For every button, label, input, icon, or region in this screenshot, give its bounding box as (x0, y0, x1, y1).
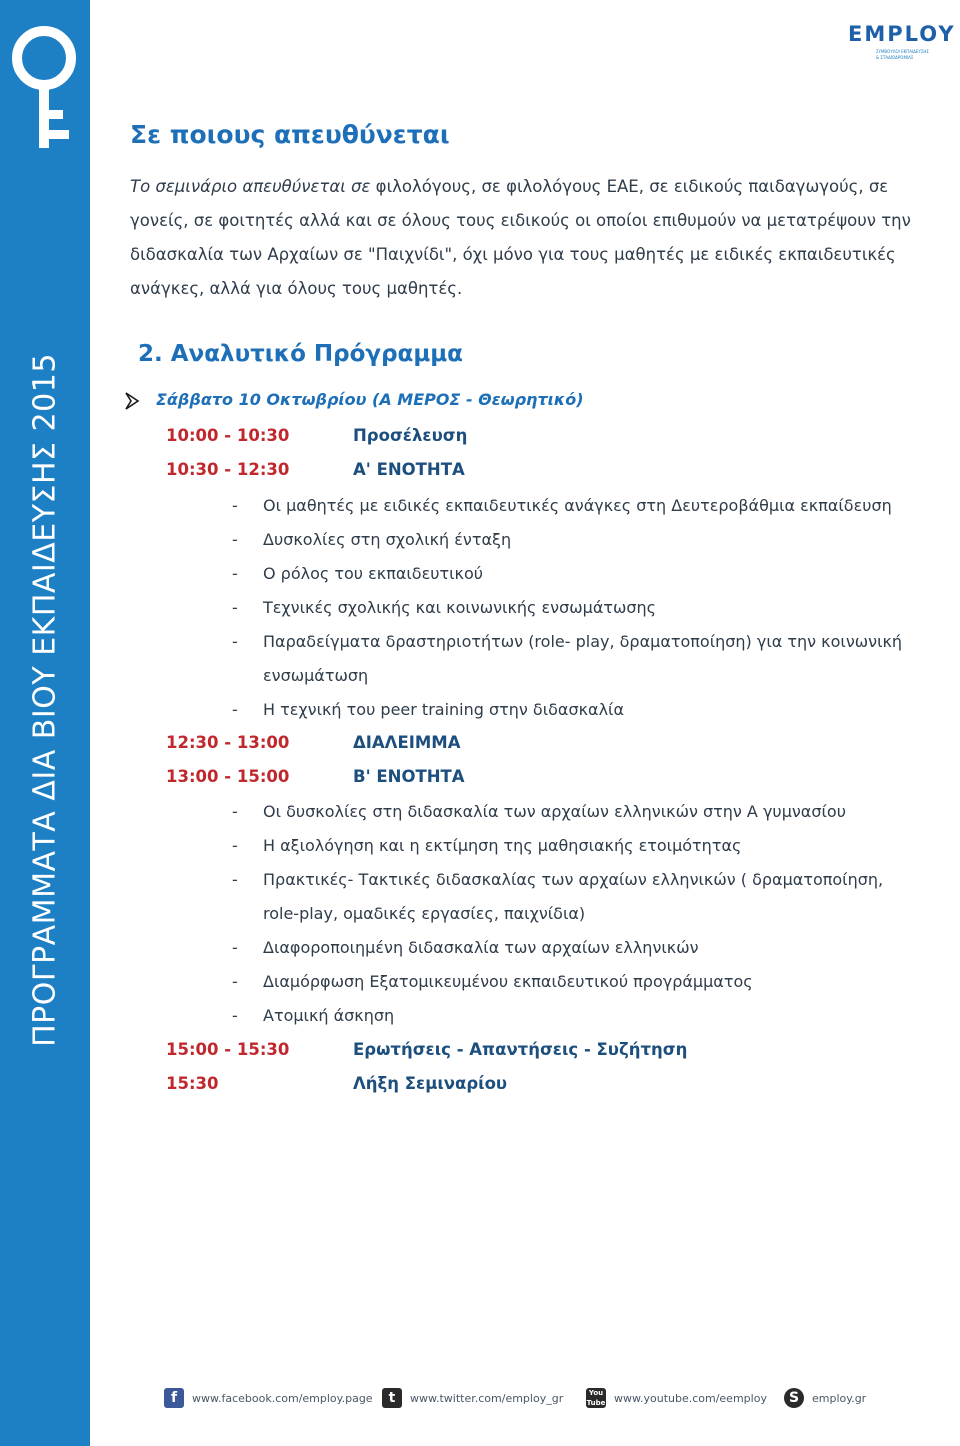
schedule-label: Ερωτήσεις - Απαντήσεις - Συζήτηση (353, 1040, 688, 1059)
arrow-bullet-icon (124, 390, 142, 412)
bullet-dash: - (232, 564, 238, 583)
schedule-time: 13:00 - 15:00 (166, 767, 290, 786)
schedule-label: Β' ΕΝΟΤΗΤΑ (353, 767, 465, 786)
list-item-text: Διαφοροποιημένη διδασκαλία των αρχαίων ελληνικών (263, 938, 699, 957)
list-item-text: Η τεχνική του peer training στην διδασκαλία (263, 700, 625, 719)
bullet-dash: - (232, 496, 238, 515)
list-item-text: Παραδείγματα δραστηριοτήτων (role- play, δραματοποίηση) για την κοινωνική (263, 632, 903, 651)
schedule-label: Λήξη Σεμιναρίου (353, 1074, 508, 1093)
youtube-link[interactable]: www.youtube.com/eemploy (614, 1392, 767, 1405)
key-icon (8, 22, 80, 152)
employ-logo (848, 22, 958, 72)
bullet-dash: - (232, 530, 238, 549)
schedule-time: 10:30 - 12:30 (166, 460, 290, 479)
facebook-icon: f (164, 1388, 184, 1408)
section-title-audience: Σε ποιους απευθύνεται (130, 120, 450, 149)
bullet-dash: - (232, 802, 238, 821)
schedule-time: 10:00 - 10:30 (166, 426, 290, 445)
bullet-dash: - (232, 836, 238, 855)
schedule-time: 15:00 - 15:30 (166, 1040, 290, 1059)
logo-subtitle-2: & ΣΤΑΔΙΟΔΡΟΜΙΑΣ (876, 55, 914, 60)
schedule-time: 15:30 (166, 1074, 219, 1093)
schedule-label: Α' ΕΝΟΤΗΤΑ (353, 460, 465, 479)
list-item-text: Η αξιολόγηση και η εκτίμηση της μαθησιακής ετοιμότητας (263, 836, 742, 855)
list-item-text: Διαμόρφωση Εξατομικευμένου εκπαιδευτικού προγράμματος (263, 972, 753, 991)
list-item-text: role-play, ομαδικές εργασίες, παιχνίδια) (263, 904, 586, 923)
list-item-text: Ο ρόλος του εκπαιδευτικού (263, 564, 484, 583)
intro-italic: Το σεμινάριο απευθύνεται σε (130, 177, 371, 196)
website-link[interactable]: employ.gr (812, 1392, 867, 1405)
list-item-text: Πρακτικές- Τακτικές διδασκαλίας των αρχαίων ελληνικών ( δραματοποίηση, (263, 870, 884, 889)
list-item-text: Τεχνικές σχολικής και κοινωνικής ενσωμάτωσης (263, 598, 657, 617)
schedule-time: 12:30 - 13:00 (166, 733, 290, 752)
list-item-text: Δυσκολίες στη σχολική ένταξη (263, 530, 512, 549)
intro-text: φιλολόγους, σε φιλολόγους ΕΑΕ, σε ειδικούς παιδαγωγούς, σε γονείς, σε φοιτητές αλλά και σε όλους τους ειδικούς οι οποίοι επιθυμούν να μετατρέψουν την διδασκαλία των Αρχαίων σε "Παιχνίδι", όχι μόνο για τους μαθητές με ειδικές εκπαιδευτικές ανάγκες, αλλά για όλους τους μαθητές. (130, 177, 911, 298)
bullet-dash: - (232, 972, 238, 991)
web-icon: S (784, 1388, 804, 1408)
section-title-program: 2. Αναλυτικό Πρόγραμμα (138, 341, 463, 367)
schedule-label: ΔΙΑΛΕΙΜΜΑ (353, 733, 461, 752)
list-item-text: Οι μαθητές με ειδικές εκπαιδευτικές ανάγκες στη Δευτεροβάθμια εκπαίδευση (263, 496, 892, 515)
logo-text: EMPLOY (848, 22, 956, 46)
facebook-link[interactable]: www.facebook.com/employ.page (192, 1392, 373, 1405)
bullet-dash: - (232, 632, 238, 651)
bullet-dash: - (232, 700, 238, 719)
footer (130, 1388, 960, 1424)
youtube-icon: You Tube (586, 1389, 606, 1407)
bullet-dash: - (232, 870, 238, 889)
logo-subtitle-1: ΣΥΜΒΟΥΛΟΙ ΕΚΠΑΙΔΕΥΣΗΣ (876, 49, 929, 54)
list-item-text: ενσωμάτωση (263, 666, 369, 685)
day-text: Σάββατο 10 Οκτωβρίου (Α ΜΕΡΟΣ - Θεωρητικό) (156, 390, 584, 409)
bullet-dash: - (232, 598, 238, 617)
twitter-icon: t (382, 1388, 402, 1408)
twitter-link[interactable]: www.twitter.com/employ_gr (410, 1392, 564, 1405)
schedule-label: Προσέλευση (353, 426, 468, 445)
intro-paragraph (130, 170, 930, 306)
list-item-text: Ατομική άσκηση (263, 1006, 395, 1025)
bullet-dash: - (232, 938, 238, 957)
sidebar: ΠΡΟΓΡΑΜΜΑΤΑ ΔΙΑ ΒΙΟΥ ΕΚΠΑΙΔΕΥΣΗΣ 2015 (0, 0, 90, 1446)
bullet-dash: - (232, 1006, 238, 1025)
list-item-text: Οι δυσκολίες στη διδασκαλία των αρχαίων ελληνικών στην Α γυμνασίου (263, 802, 846, 821)
